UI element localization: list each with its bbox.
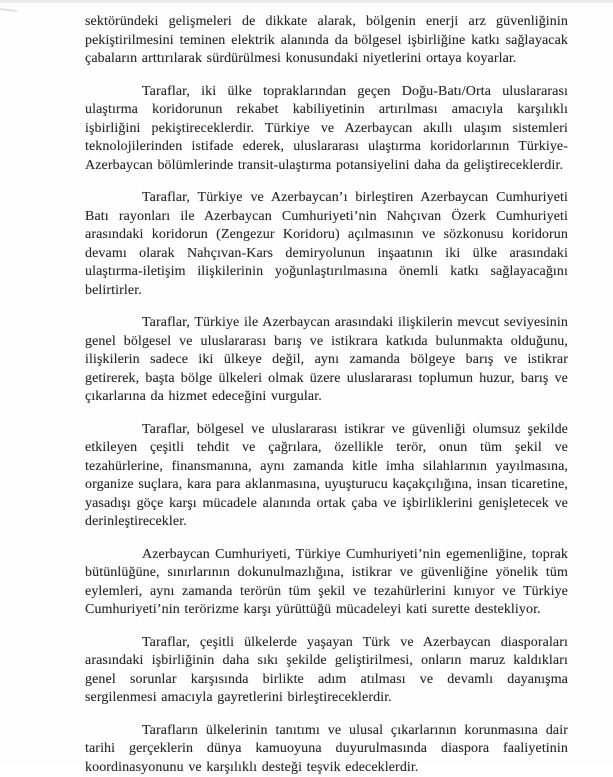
paragraph-zengezur-corridor: Taraflar, Türkiye ve Azerbaycan’ı birleştiren Azerbaycan Cumhuriyeti Batı rayonları ile Azerbaycan Cumhuriyeti’nin Nahçıvan Özerk Cumhuriyeti arasındaki koridorun (Zengezur Koridoru) açılmasının ve sözkonusu koridorun devamı olarak Nahçıvan-Kars demiryolunun inşaatının iki ülke arasındaki ulaştırma-iletişim ilişkilerinin yoğunlaştırılmasına önemli katkı sağlayacağını belirtirler.	[85, 189, 568, 300]
scan-artifact-corner-mark	[0, 8, 17, 12]
paragraph-continuation-energy-cooperation: sektöründeki gelişmeleri de dikkate alarak, bölgenin enerji arz güvenliğinin pekiştirilmesini teminen elektrik alanında da bölgesel işbirliğine katkı sağlayacak çabaların arttırılarak sürdürülmesi konusundaki niyetlerini ortaya koyarlar.	[85, 13, 568, 69]
paragraph-transport-corridor: Taraflar, iki ülke topraklarından geçen Doğu-Batı/Orta uluslararası ulaştırma koridorunun rekabet kabiliyetinin artırılması amacıyla karşılıklı işbirliğini pekiştireceklerdir. Türkiye ve Azerbaycan akıllı ulaşım sistemleri teknolojilerinden istifade ederek, uluslararası ulaştırma koridorlarının Türkiye-Azerbaycan bölümlerinde transit-ulaştırma potansiyelini daha da geliştireceklerdir.	[85, 83, 568, 176]
paragraph-security-threats: Taraflar, bölgesel ve uluslararası istikrar ve güvenliği olumsuz şekilde etkileyen çeşitli tehdit ve çağrılara, özellikle terör, onun tüm şekil ve tezahürlerine, finansmanına, aynı zamanda kitle imha silahlarının yayılmasına, organize suçlara, kara para aklanmasına, uyuşturucu kaçakçılığına, insan ticaretine, yasadışı göçe karşı mücadele alanında ortak çaba ve işbirliklerini genişletecek ve derinleştirecekler.	[85, 421, 568, 532]
scan-artifact-top-edge	[0, 0, 613, 3]
paragraph-sovereignty-support: Azerbaycan Cumhuriyeti, Türkiye Cumhuriyeti’nin egemenliğine, toprak bütünlüğüne, sınırlarının dokunulmazlığına, istikrar ve güvenliğine yönelik tüm eylemleri, aynı zamanda terörün tüm şekil ve tezahürlerini kınıyor ve Türkiye Cumhuriyeti’nin terörizme karşı yürüttüğü mücadeleyi kati surette destekliyor.	[85, 546, 568, 620]
paragraph-diaspora-cooperation: Taraflar, çeşitli ülkelerde yaşayan Türk ve Azerbaycan diasporaları arasındaki işbirliğinin daha sıkı şekilde geliştirilmesi, onların maruz kaldıkları genel sorunlar karşısında birlikte adım atılması ve devamlı dayanışma sergilenmesi amacıyla gayretlerini birleştireceklerdir.	[85, 634, 568, 708]
paragraph-diaspora-coordination: Tarafların ülkelerinin tanıtımı ve ulusal çıkarlarının korunmasına dair tarihi gerçeklerin dünya kamuoyuna duyurulmasında diaspora faaliyetinin koordinasyonunu ve karşılıklı desteği teşvik edeceklerdir.	[85, 722, 568, 777]
paragraph-regional-peace: Taraflar, Türkiye ile Azerbaycan arasındaki ilişkilerin mevcut seviyesinin genel bölgesel ve uluslararası barış ve istikrara katkıda bulunmakta olduğunu, ilişkilerin sadece iki ülkeye değil, aynı zamanda bölgeye barış ve istikrar getirerek, başta bölge ülkeleri olmak üzere uluslararası toplumun huzur, barış ve çıkarlarına da hizmet edeceğini vurgular.	[85, 314, 568, 407]
